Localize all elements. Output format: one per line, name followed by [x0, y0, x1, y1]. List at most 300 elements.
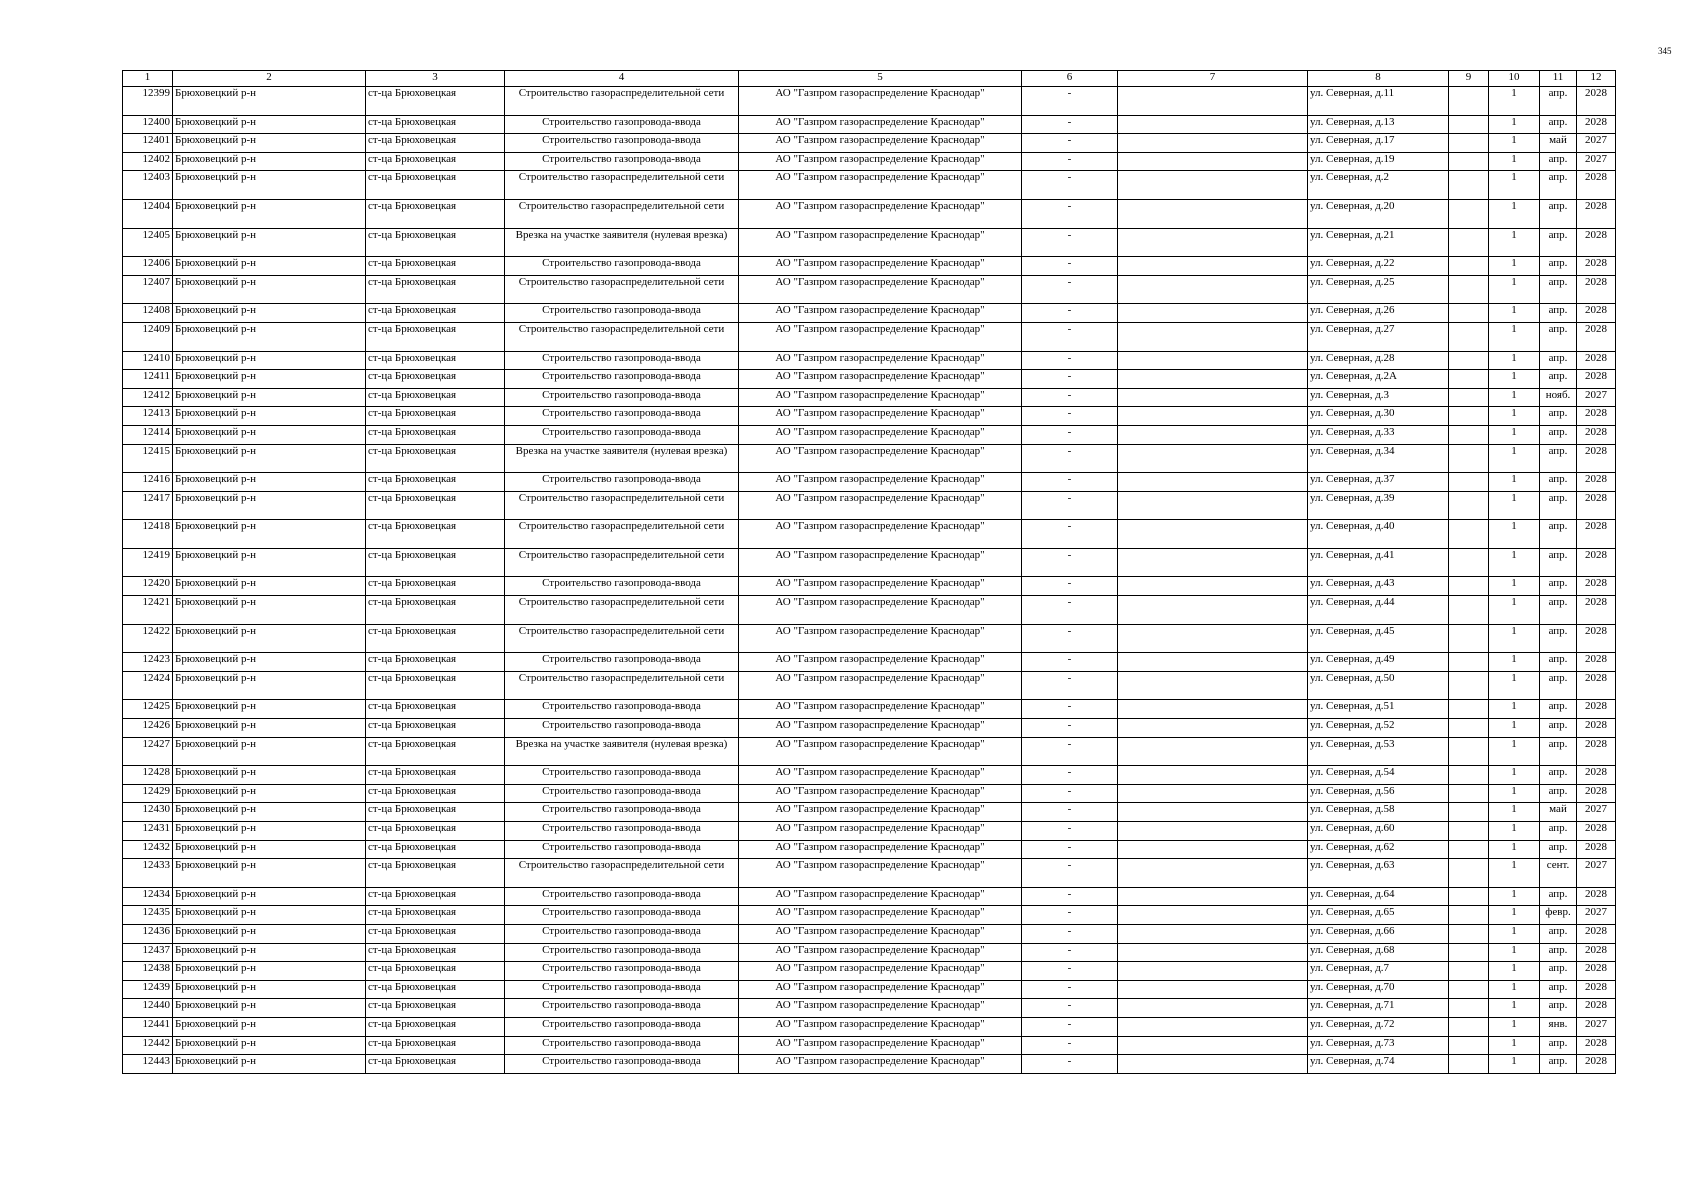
- address-cell: ул. Северная, д.64: [1308, 887, 1449, 906]
- organization-cell: АО "Газпром газораспределение Краснодар": [739, 152, 1022, 171]
- district-cell: Брюховецкий р-н: [173, 962, 366, 981]
- col9-cell: [1449, 134, 1489, 153]
- work-type-cell: Строительство газопровода-ввода: [505, 1055, 739, 1074]
- work-type-cell: Строительство газораспределительной сети: [505, 671, 739, 700]
- district-cell: Брюховецкий р-н: [173, 719, 366, 738]
- table-row: [123, 134, 1616, 153]
- settlement-cell: ст-ца Брюховецкая: [366, 766, 505, 785]
- district-cell: Брюховецкий р-н: [173, 152, 366, 171]
- col9-cell: [1449, 784, 1489, 803]
- settlement-cell: ст-ца Брюховецкая: [366, 388, 505, 407]
- col6-cell: -: [1022, 906, 1118, 925]
- header-cell: 3: [366, 71, 505, 87]
- settlement-cell: ст-ца Брюховецкая: [366, 887, 505, 906]
- work-type-cell: Строительство газопровода-ввода: [505, 407, 739, 426]
- address-cell: ул. Северная, д.21: [1308, 228, 1449, 257]
- col7-cell: [1118, 491, 1308, 520]
- work-type-cell: Врезка на участке заявителя (нулевая врезка): [505, 737, 739, 766]
- table-row: [123, 924, 1616, 943]
- col9-cell: [1449, 275, 1489, 304]
- settlement-cell: ст-ца Брюховецкая: [366, 370, 505, 389]
- quantity-cell: 1: [1489, 624, 1540, 653]
- year-cell: 2028: [1577, 624, 1616, 653]
- work-type-cell: Строительство газопровода-ввода: [505, 257, 739, 276]
- district-cell: Брюховецкий р-н: [173, 171, 366, 200]
- col7-cell: [1118, 624, 1308, 653]
- quantity-cell: 1: [1489, 719, 1540, 738]
- table-row: [123, 906, 1616, 925]
- row-number: 12430: [123, 803, 173, 822]
- row-number: 12400: [123, 115, 173, 134]
- address-cell: ул. Северная, д.40: [1308, 520, 1449, 549]
- table-row: [123, 520, 1616, 549]
- quantity-cell: 1: [1489, 351, 1540, 370]
- table-row: [123, 700, 1616, 719]
- table-row: [123, 1036, 1616, 1055]
- col6-cell: -: [1022, 653, 1118, 672]
- year-cell: 2027: [1577, 388, 1616, 407]
- col9-cell: [1449, 444, 1489, 473]
- work-type-cell: Строительство газопровода-ввода: [505, 840, 739, 859]
- col6-cell: -: [1022, 859, 1118, 888]
- col9-cell: [1449, 171, 1489, 200]
- col9-cell: [1449, 999, 1489, 1018]
- quantity-cell: 1: [1489, 803, 1540, 822]
- col7-cell: [1118, 737, 1308, 766]
- col6-cell: -: [1022, 822, 1118, 841]
- col6-cell: -: [1022, 152, 1118, 171]
- table-row: [123, 199, 1616, 228]
- col7-cell: [1118, 407, 1308, 426]
- quantity-cell: 1: [1489, 671, 1540, 700]
- work-type-cell: Строительство газопровода-ввода: [505, 924, 739, 943]
- year-cell: 2028: [1577, 887, 1616, 906]
- district-cell: Брюховецкий р-н: [173, 596, 366, 625]
- work-type-cell: Строительство газораспределительной сети: [505, 520, 739, 549]
- row-number: 12434: [123, 887, 173, 906]
- quantity-cell: 1: [1489, 906, 1540, 925]
- col9-cell: [1449, 407, 1489, 426]
- year-cell: 2028: [1577, 491, 1616, 520]
- quantity-cell: 1: [1489, 491, 1540, 520]
- district-cell: Брюховецкий р-н: [173, 407, 366, 426]
- address-cell: ул. Северная, д.44: [1308, 596, 1449, 625]
- col9-cell: [1449, 473, 1489, 492]
- col9-cell: [1449, 766, 1489, 785]
- row-number: 12410: [123, 351, 173, 370]
- address-cell: ул. Северная, д.3: [1308, 388, 1449, 407]
- quantity-cell: 1: [1489, 980, 1540, 999]
- organization-cell: АО "Газпром газораспределение Краснодар": [739, 115, 1022, 134]
- settlement-cell: ст-ца Брюховецкая: [366, 671, 505, 700]
- address-cell: ул. Северная, д.50: [1308, 671, 1449, 700]
- table-row: [123, 943, 1616, 962]
- work-type-cell: Строительство газопровода-ввода: [505, 115, 739, 134]
- organization-cell: АО "Газпром газораспределение Краснодар": [739, 671, 1022, 700]
- year-cell: 2028: [1577, 275, 1616, 304]
- settlement-cell: ст-ца Брюховецкая: [366, 737, 505, 766]
- data-table: [122, 70, 1616, 1074]
- table-row: [123, 1017, 1616, 1036]
- organization-cell: АО "Газпром газораспределение Краснодар": [739, 1036, 1022, 1055]
- table-row: [123, 152, 1616, 171]
- settlement-cell: ст-ца Брюховецкая: [366, 859, 505, 888]
- col9-cell: [1449, 822, 1489, 841]
- header-cell: 9: [1449, 71, 1489, 87]
- district-cell: Брюховецкий р-н: [173, 671, 366, 700]
- row-number: 12421: [123, 596, 173, 625]
- col7-cell: [1118, 803, 1308, 822]
- month-cell: апр.: [1540, 596, 1577, 625]
- settlement-cell: ст-ца Брюховецкая: [366, 962, 505, 981]
- settlement-cell: ст-ца Брюховецкая: [366, 700, 505, 719]
- month-cell: февр.: [1540, 906, 1577, 925]
- quantity-cell: 1: [1489, 577, 1540, 596]
- organization-cell: АО "Газпром газораспределение Краснодар": [739, 784, 1022, 803]
- settlement-cell: ст-ца Брюховецкая: [366, 1017, 505, 1036]
- table-row: [123, 370, 1616, 389]
- organization-cell: АО "Газпром газораспределение Краснодар": [739, 906, 1022, 925]
- col9-cell: [1449, 943, 1489, 962]
- col7-cell: [1118, 322, 1308, 351]
- col6-cell: -: [1022, 228, 1118, 257]
- col6-cell: -: [1022, 887, 1118, 906]
- col7-cell: [1118, 134, 1308, 153]
- settlement-cell: ст-ца Брюховецкая: [366, 407, 505, 426]
- district-cell: Брюховецкий р-н: [173, 473, 366, 492]
- row-number: 12407: [123, 275, 173, 304]
- settlement-cell: ст-ца Брюховецкая: [366, 87, 505, 116]
- month-cell: апр.: [1540, 304, 1577, 323]
- col6-cell: -: [1022, 407, 1118, 426]
- quantity-cell: 1: [1489, 473, 1540, 492]
- month-cell: апр.: [1540, 1036, 1577, 1055]
- col6-cell: -: [1022, 548, 1118, 577]
- address-cell: ул. Северная, д.74: [1308, 1055, 1449, 1074]
- district-cell: Брюховецкий р-н: [173, 322, 366, 351]
- col6-cell: -: [1022, 980, 1118, 999]
- year-cell: 2028: [1577, 257, 1616, 276]
- year-cell: 2028: [1577, 999, 1616, 1018]
- settlement-cell: ст-ца Брюховецкая: [366, 199, 505, 228]
- row-number: 12403: [123, 171, 173, 200]
- settlement-cell: ст-ца Брюховецкая: [366, 228, 505, 257]
- year-cell: 2028: [1577, 548, 1616, 577]
- address-cell: ул. Северная, д.72: [1308, 1017, 1449, 1036]
- quantity-cell: 1: [1489, 700, 1540, 719]
- settlement-cell: ст-ца Брюховецкая: [366, 840, 505, 859]
- month-cell: апр.: [1540, 1055, 1577, 1074]
- table-row: [123, 388, 1616, 407]
- table-body: [123, 71, 1616, 1074]
- table-row: [123, 737, 1616, 766]
- col7-cell: [1118, 962, 1308, 981]
- year-cell: 2028: [1577, 228, 1616, 257]
- row-number: 12435: [123, 906, 173, 925]
- address-cell: ул. Северная, д.25: [1308, 275, 1449, 304]
- quantity-cell: 1: [1489, 228, 1540, 257]
- col7-cell: [1118, 228, 1308, 257]
- address-cell: ул. Северная, д.53: [1308, 737, 1449, 766]
- row-number: 12402: [123, 152, 173, 171]
- address-cell: ул. Северная, д.65: [1308, 906, 1449, 925]
- organization-cell: АО "Газпром газораспределение Краснодар": [739, 275, 1022, 304]
- row-number: 12433: [123, 859, 173, 888]
- work-type-cell: Строительство газораспределительной сети: [505, 199, 739, 228]
- row-number: 12409: [123, 322, 173, 351]
- header-cell: 4: [505, 71, 739, 87]
- month-cell: апр.: [1540, 87, 1577, 116]
- district-cell: Брюховецкий р-н: [173, 520, 366, 549]
- month-cell: апр.: [1540, 351, 1577, 370]
- organization-cell: АО "Газпром газораспределение Краснодар": [739, 803, 1022, 822]
- quantity-cell: 1: [1489, 171, 1540, 200]
- address-cell: ул. Северная, д.52: [1308, 719, 1449, 738]
- year-cell: 2028: [1577, 784, 1616, 803]
- settlement-cell: ст-ца Брюховецкая: [366, 322, 505, 351]
- col6-cell: -: [1022, 491, 1118, 520]
- address-cell: ул. Северная, д.7: [1308, 962, 1449, 981]
- work-type-cell: Строительство газопровода-ввода: [505, 766, 739, 785]
- work-type-cell: Строительство газопровода-ввода: [505, 1017, 739, 1036]
- year-cell: 2028: [1577, 840, 1616, 859]
- district-cell: Брюховецкий р-н: [173, 999, 366, 1018]
- col6-cell: -: [1022, 962, 1118, 981]
- month-cell: апр.: [1540, 822, 1577, 841]
- col9-cell: [1449, 1036, 1489, 1055]
- settlement-cell: ст-ца Брюховецкая: [366, 906, 505, 925]
- organization-cell: АО "Газпром газораспределение Краснодар": [739, 737, 1022, 766]
- month-cell: нояб.: [1540, 388, 1577, 407]
- work-type-cell: Строительство газораспределительной сети: [505, 87, 739, 116]
- col7-cell: [1118, 924, 1308, 943]
- row-number: 12399: [123, 87, 173, 116]
- organization-cell: АО "Газпром газораспределение Краснодар": [739, 924, 1022, 943]
- organization-cell: АО "Газпром газораспределение Краснодар": [739, 962, 1022, 981]
- organization-cell: АО "Газпром газораспределение Краснодар": [739, 596, 1022, 625]
- col6-cell: -: [1022, 115, 1118, 134]
- col7-cell: [1118, 671, 1308, 700]
- row-number: 12406: [123, 257, 173, 276]
- address-cell: ул. Северная, д.20: [1308, 199, 1449, 228]
- settlement-cell: ст-ца Брюховецкая: [366, 304, 505, 323]
- col9-cell: [1449, 257, 1489, 276]
- col6-cell: -: [1022, 444, 1118, 473]
- district-cell: Брюховецкий р-н: [173, 115, 366, 134]
- row-number: 12426: [123, 719, 173, 738]
- settlement-cell: ст-ца Брюховецкая: [366, 577, 505, 596]
- month-cell: апр.: [1540, 700, 1577, 719]
- year-cell: 2028: [1577, 943, 1616, 962]
- district-cell: Брюховецкий р-н: [173, 822, 366, 841]
- year-cell: 2028: [1577, 171, 1616, 200]
- month-cell: апр.: [1540, 199, 1577, 228]
- organization-cell: АО "Газпром газораспределение Краснодар": [739, 653, 1022, 672]
- district-cell: Брюховецкий р-н: [173, 1036, 366, 1055]
- col6-cell: -: [1022, 473, 1118, 492]
- settlement-cell: ст-ца Брюховецкая: [366, 520, 505, 549]
- row-number: 12414: [123, 425, 173, 444]
- settlement-cell: ст-ца Брюховецкая: [366, 653, 505, 672]
- col9-cell: [1449, 596, 1489, 625]
- district-cell: Брюховецкий р-н: [173, 906, 366, 925]
- table-row: [123, 624, 1616, 653]
- year-cell: 2027: [1577, 906, 1616, 925]
- table-row: [123, 351, 1616, 370]
- table-row: [123, 444, 1616, 473]
- row-number: 12418: [123, 520, 173, 549]
- row-number: 12427: [123, 737, 173, 766]
- table-row: [123, 407, 1616, 426]
- district-cell: Брюховецкий р-н: [173, 275, 366, 304]
- col9-cell: [1449, 548, 1489, 577]
- col9-cell: [1449, 924, 1489, 943]
- col9-cell: [1449, 370, 1489, 389]
- month-cell: сент.: [1540, 859, 1577, 888]
- organization-cell: АО "Газпром газораспределение Краснодар": [739, 943, 1022, 962]
- col7-cell: [1118, 520, 1308, 549]
- organization-cell: АО "Газпром газораспределение Краснодар": [739, 887, 1022, 906]
- col6-cell: -: [1022, 766, 1118, 785]
- col7-cell: [1118, 1055, 1308, 1074]
- col6-cell: -: [1022, 87, 1118, 116]
- work-type-cell: Строительство газопровода-ввода: [505, 134, 739, 153]
- address-cell: ул. Северная, д.63: [1308, 859, 1449, 888]
- col7-cell: [1118, 304, 1308, 323]
- year-cell: 2028: [1577, 924, 1616, 943]
- month-cell: апр.: [1540, 425, 1577, 444]
- month-cell: апр.: [1540, 228, 1577, 257]
- header-cell: 6: [1022, 71, 1118, 87]
- header-row: [123, 71, 1616, 87]
- col9-cell: [1449, 700, 1489, 719]
- table-row: [123, 803, 1616, 822]
- row-number: 12440: [123, 999, 173, 1018]
- quantity-cell: 1: [1489, 840, 1540, 859]
- settlement-cell: ст-ца Брюховецкая: [366, 943, 505, 962]
- col7-cell: [1118, 719, 1308, 738]
- work-type-cell: Строительство газопровода-ввода: [505, 700, 739, 719]
- month-cell: апр.: [1540, 840, 1577, 859]
- col7-cell: [1118, 115, 1308, 134]
- table-row: [123, 322, 1616, 351]
- row-number: 12443: [123, 1055, 173, 1074]
- quantity-cell: 1: [1489, 548, 1540, 577]
- table-row: [123, 304, 1616, 323]
- district-cell: Брюховецкий р-н: [173, 444, 366, 473]
- year-cell: 2028: [1577, 962, 1616, 981]
- col9-cell: [1449, 152, 1489, 171]
- col9-cell: [1449, 653, 1489, 672]
- work-type-cell: Строительство газопровода-ввода: [505, 1036, 739, 1055]
- col7-cell: [1118, 275, 1308, 304]
- month-cell: апр.: [1540, 784, 1577, 803]
- col6-cell: -: [1022, 840, 1118, 859]
- col6-cell: -: [1022, 351, 1118, 370]
- table-row: [123, 87, 1616, 116]
- year-cell: 2028: [1577, 671, 1616, 700]
- table-row: [123, 671, 1616, 700]
- work-type-cell: Строительство газораспределительной сети: [505, 322, 739, 351]
- quantity-cell: 1: [1489, 115, 1540, 134]
- col6-cell: -: [1022, 999, 1118, 1018]
- district-cell: Брюховецкий р-н: [173, 980, 366, 999]
- address-cell: ул. Северная, д.26: [1308, 304, 1449, 323]
- row-number: 12424: [123, 671, 173, 700]
- month-cell: май: [1540, 134, 1577, 153]
- district-cell: Брюховецкий р-н: [173, 548, 366, 577]
- month-cell: апр.: [1540, 737, 1577, 766]
- organization-cell: АО "Газпром газораспределение Краснодар": [739, 473, 1022, 492]
- year-cell: 2028: [1577, 425, 1616, 444]
- address-cell: ул. Северная, д.68: [1308, 943, 1449, 962]
- district-cell: Брюховецкий р-н: [173, 304, 366, 323]
- col6-cell: -: [1022, 199, 1118, 228]
- district-cell: Брюховецкий р-н: [173, 653, 366, 672]
- quantity-cell: 1: [1489, 407, 1540, 426]
- quantity-cell: 1: [1489, 596, 1540, 625]
- col7-cell: [1118, 596, 1308, 625]
- organization-cell: АО "Газпром газораспределение Краснодар": [739, 199, 1022, 228]
- table-row: [123, 228, 1616, 257]
- work-type-cell: Строительство газопровода-ввода: [505, 388, 739, 407]
- organization-cell: АО "Газпром газораспределение Краснодар": [739, 444, 1022, 473]
- header-cell: 5: [739, 71, 1022, 87]
- col7-cell: [1118, 199, 1308, 228]
- table-row: [123, 473, 1616, 492]
- district-cell: Брюховецкий р-н: [173, 784, 366, 803]
- district-cell: Брюховецкий р-н: [173, 425, 366, 444]
- address-cell: ул. Северная, д.37: [1308, 473, 1449, 492]
- month-cell: апр.: [1540, 520, 1577, 549]
- table-row: [123, 491, 1616, 520]
- settlement-cell: ст-ца Брюховецкая: [366, 924, 505, 943]
- quantity-cell: 1: [1489, 388, 1540, 407]
- organization-cell: АО "Газпром газораспределение Краснодар": [739, 980, 1022, 999]
- organization-cell: АО "Газпром газораспределение Краснодар": [739, 322, 1022, 351]
- address-cell: ул. Северная, д.30: [1308, 407, 1449, 426]
- quantity-cell: 1: [1489, 199, 1540, 228]
- col9-cell: [1449, 577, 1489, 596]
- address-cell: ул. Северная, д.13: [1308, 115, 1449, 134]
- work-type-cell: Строительство газопровода-ввода: [505, 577, 739, 596]
- year-cell: 2028: [1577, 737, 1616, 766]
- col7-cell: [1118, 653, 1308, 672]
- col9-cell: [1449, 719, 1489, 738]
- table-row: [123, 548, 1616, 577]
- address-cell: ул. Северная, д.39: [1308, 491, 1449, 520]
- col7-cell: [1118, 444, 1308, 473]
- quantity-cell: 1: [1489, 784, 1540, 803]
- year-cell: 2028: [1577, 444, 1616, 473]
- col9-cell: [1449, 1055, 1489, 1074]
- work-type-cell: Строительство газопровода-ввода: [505, 304, 739, 323]
- settlement-cell: ст-ца Брюховецкая: [366, 548, 505, 577]
- col9-cell: [1449, 115, 1489, 134]
- address-cell: ул. Северная, д.34: [1308, 444, 1449, 473]
- year-cell: 2027: [1577, 803, 1616, 822]
- col7-cell: [1118, 1017, 1308, 1036]
- year-cell: 2028: [1577, 700, 1616, 719]
- month-cell: апр.: [1540, 491, 1577, 520]
- col7-cell: [1118, 822, 1308, 841]
- quantity-cell: 1: [1489, 766, 1540, 785]
- month-cell: апр.: [1540, 548, 1577, 577]
- district-cell: Брюховецкий р-н: [173, 351, 366, 370]
- col6-cell: -: [1022, 671, 1118, 700]
- col6-cell: -: [1022, 1017, 1118, 1036]
- year-cell: 2028: [1577, 370, 1616, 389]
